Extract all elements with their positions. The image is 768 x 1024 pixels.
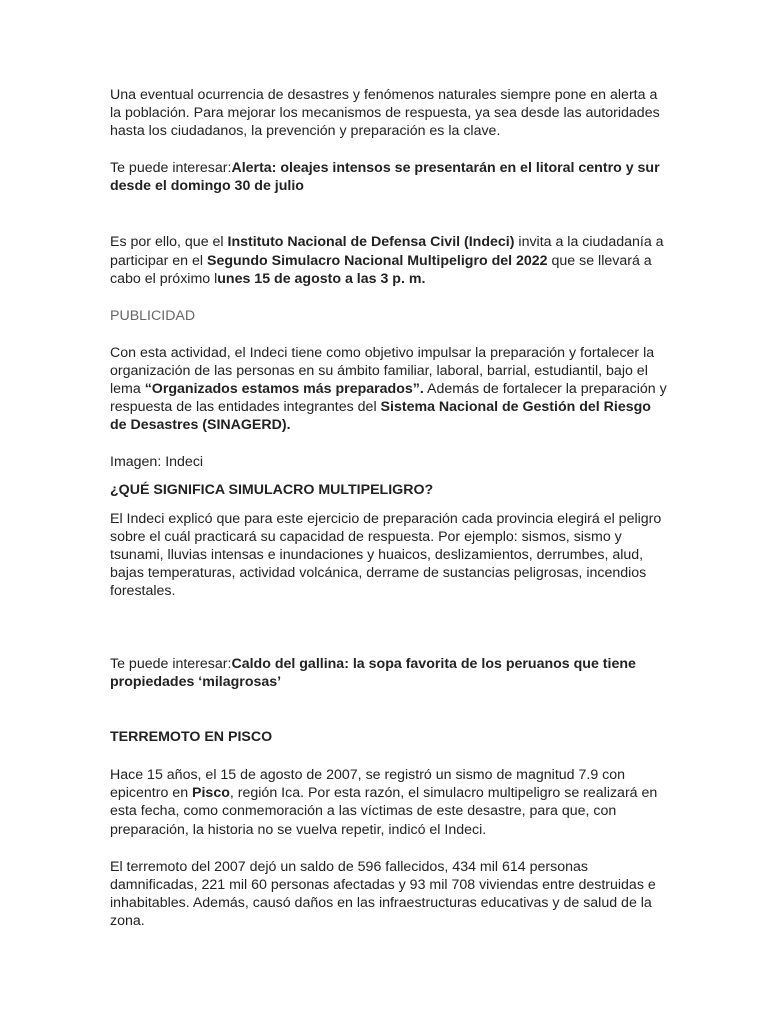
section-heading-pisco (110, 728, 670, 746)
paragraph-earthquake-toll: El terremoto del 2007 dejó un saldo de 596 fallecidos, 434 mil 614 personas damnificadas, 221 mil 60 personas afectadas y 93 mil 708 viviendas entre destruidas e inhabitables. Además, causó daños en las infraestructuras educativas y de salud de la zona. (110, 858, 656, 929)
text-span: Es por ello, que el (110, 234, 228, 251)
paragraph-objective (110, 344, 670, 434)
bold-span: Segundo Simulacro Nacional Multipeligro del 2022 (207, 252, 548, 269)
intro-paragraph: Una eventual ocurrencia de desastres y fenómenos naturales siempre pone en alerta a la población. Para mejorar los mecanismos de respuesta, ya sea desde las autoridades hasta los ciudadanos, la prevención y preparación es la clave. (110, 87, 660, 140)
related-article-2 (110, 655, 670, 691)
advertising-label: PUBLICIDAD (110, 307, 196, 324)
bold-span: Sistema Nacional de Gestión del Riesgo de Desastres (SINAGERD). (110, 399, 651, 434)
text-span: Hace 15 años, el 15 de agosto de 2007, se registró un sismo de magnitud 7.9 con epicentro en (110, 767, 626, 802)
section-heading-simulacro (110, 481, 670, 499)
text-span: , región Ica. Por esta razón, el simulacro multipeligro se realizará en esta fecha, como conmemoración a las víctimas de este desastre, para que, con preparación, la historia no se vuelva repetir, indicó el Indeci. (110, 785, 658, 838)
related-link-2[interactable]: Caldo del gallina: la sopa favorita de los peruanos que tiene propiedades ‘milagrosas’ (110, 655, 636, 691)
related-prefix: Te puede interesar: (110, 160, 232, 177)
related-article-1 (110, 159, 670, 195)
paragraph-simulacro (110, 233, 670, 287)
bold-span: Pisco (192, 785, 230, 802)
article-body (110, 86, 670, 930)
text-span: invita a la ciudadanía a participar en el (110, 234, 664, 269)
bold-span: “Organizados estamos más preparados”. (144, 381, 424, 398)
related-link-1[interactable]: Alerta: oleajes intensos se presentarán en el litoral centro y sur desde el domingo 30 de julio (110, 160, 660, 195)
heading-text: TERREMOTO EN PISCO (110, 729, 273, 746)
text-span: Con esta actividad, el Indeci tiene como objetivo impulsar la preparación y fortalecer la organización de las personas en su ámbito familiar, laboral, barrial, estudiantil, bajo el lema (110, 344, 655, 398)
text-span: que se llevará a cabo el próximo l (110, 252, 652, 287)
heading-text: ¿QUÉ SIGNIFICA SIMULACRO MULTIPELIGRO? (110, 482, 434, 499)
text-span: Además de fortalecer la preparación y respuesta de las entidades integrantes del (110, 381, 667, 416)
paragraph-pisco (110, 766, 670, 838)
image-caption: Imagen: Indeci (110, 454, 204, 471)
bold-span: Instituto Nacional de Defensa Civil (Indeci) (227, 234, 515, 251)
related-prefix: Te puede interesar: (110, 655, 232, 672)
paragraph-hazards: El Indeci explicó que para este ejercicio de preparación cada provincia elegirá el peligro sobre el cuál practicará su capacidad de respuesta. Por ejemplo: sismos, sismo y tsunami, lluvias intensas e inundaciones y huaicos, deslizamientos, derrumbes, alud, bajas temperaturas, actividad volcánica, derrame de sustancias peligrosas, incendios forestales. (110, 510, 662, 599)
bold-span: unes 15 de agosto a las 3 p. m. (217, 270, 426, 287)
